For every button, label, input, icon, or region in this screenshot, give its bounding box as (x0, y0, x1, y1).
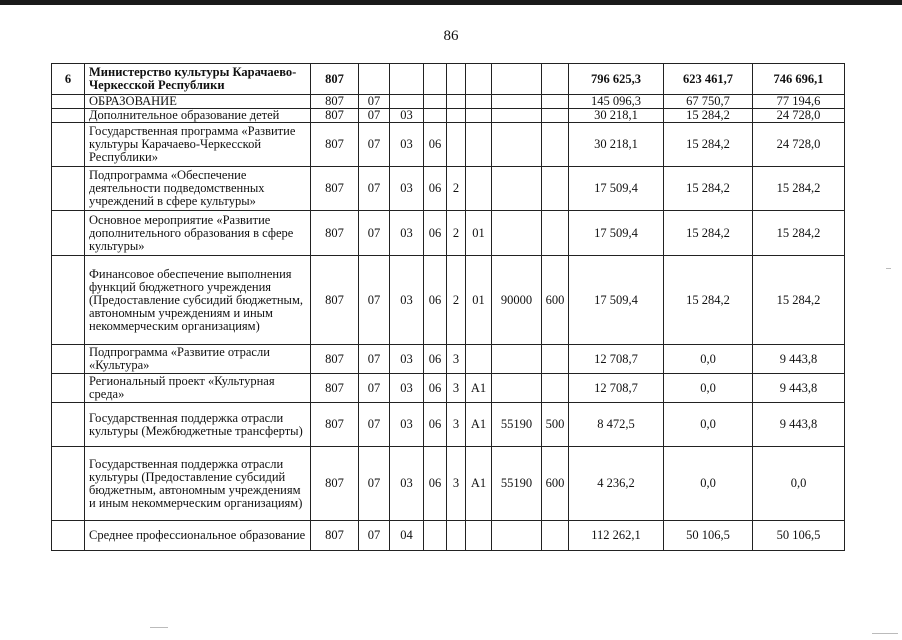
subsection-code-cell: 03 (390, 447, 424, 521)
amount-year1-cell: 17 509,4 (569, 167, 664, 211)
subprogram-code-cell: 2 (447, 211, 466, 256)
amount-year3-cell: 50 106,5 (753, 521, 845, 551)
event-code-cell (466, 109, 492, 123)
subsection-code-cell: 03 (390, 167, 424, 211)
expense-type-cell: 600 (542, 256, 569, 345)
row-number-cell (52, 109, 85, 123)
amount-year2-cell: 67 750,7 (664, 95, 753, 109)
amount-year3-cell: 9 443,8 (753, 374, 845, 403)
section-code-cell: 07 (359, 256, 390, 345)
amount-year2-cell: 0,0 (664, 374, 753, 403)
subprogram-code-cell: 3 (447, 374, 466, 403)
expense-direction-cell (492, 95, 542, 109)
amount-year2-cell: 50 106,5 (664, 521, 753, 551)
program-code-cell: 06 (424, 167, 447, 211)
table-row (52, 447, 845, 521)
subsection-code-cell: 03 (390, 374, 424, 403)
department-code-cell: 807 (311, 447, 359, 521)
amount-year3-cell: 77 194,6 (753, 95, 845, 109)
program-code-cell: 06 (424, 211, 447, 256)
department-code-cell: 807 (311, 211, 359, 256)
scan-artifact (150, 627, 168, 628)
expense-direction-cell (492, 109, 542, 123)
amount-year1-cell: 12 708,7 (569, 374, 664, 403)
department-code-cell: 807 (311, 256, 359, 345)
subprogram-code-cell: 3 (447, 447, 466, 521)
row-number-cell (52, 521, 85, 551)
expense-direction-cell (492, 345, 542, 374)
section-code-cell: 07 (359, 123, 390, 167)
row-number-cell (52, 256, 85, 345)
program-code-cell (424, 64, 447, 95)
section-code-cell: 07 (359, 447, 390, 521)
amount-year2-cell: 0,0 (664, 447, 753, 521)
name-cell: Государственная поддержка отрасли культуры (Предоставление субсидий бюджетным, автономным учреждениям и иным некоммерческим организациям) (85, 447, 311, 521)
event-code-cell: 01 (466, 211, 492, 256)
event-code-cell (466, 521, 492, 551)
name-cell: Государственная поддержка отрасли культуры (Межбюджетные трансферты) (85, 403, 311, 447)
amount-year2-cell: 15 284,2 (664, 123, 753, 167)
scan-artifact (886, 268, 891, 269)
name-cell: Основное мероприятие «Развитие дополнительного образования в сфере культуры» (85, 211, 311, 256)
section-code-cell: 07 (359, 109, 390, 123)
event-code-cell (466, 64, 492, 95)
department-code-cell: 807 (311, 345, 359, 374)
expense-type-cell (542, 95, 569, 109)
expense-type-cell (542, 109, 569, 123)
row-number-cell (52, 403, 85, 447)
department-code-cell: 807 (311, 374, 359, 403)
expense-direction-cell: 55190 (492, 447, 542, 521)
amount-year2-cell: 15 284,2 (664, 211, 753, 256)
amount-year2-cell: 0,0 (664, 403, 753, 447)
amount-year1-cell: 145 096,3 (569, 95, 664, 109)
amount-year3-cell: 9 443,8 (753, 403, 845, 447)
amount-year3-cell: 9 443,8 (753, 345, 845, 374)
expense-type-cell (542, 123, 569, 167)
expense-type-cell (542, 211, 569, 256)
table-row (52, 521, 845, 551)
amount-year1-cell: 12 708,7 (569, 345, 664, 374)
row-number-cell (52, 95, 85, 109)
subsection-code-cell: 03 (390, 211, 424, 256)
section-code-cell: 07 (359, 95, 390, 109)
table-row (52, 345, 845, 374)
expense-type-cell: 600 (542, 447, 569, 521)
table-row (52, 95, 845, 109)
section-code-cell: 07 (359, 167, 390, 211)
section-code-cell: 07 (359, 374, 390, 403)
department-code-cell: 807 (311, 521, 359, 551)
amount-year1-cell: 4 236,2 (569, 447, 664, 521)
program-code-cell: 06 (424, 374, 447, 403)
section-code-cell (359, 64, 390, 95)
subprogram-code-cell: 2 (447, 167, 466, 211)
expense-direction-cell (492, 374, 542, 403)
name-cell: Региональный проект «Культурная среда» (85, 374, 311, 403)
expense-direction-cell (492, 167, 542, 211)
event-code-cell (466, 123, 492, 167)
amount-year3-cell: 15 284,2 (753, 167, 845, 211)
event-code-cell (466, 167, 492, 211)
section-code-cell: 07 (359, 211, 390, 256)
amount-year1-cell: 112 262,1 (569, 521, 664, 551)
name-cell: Дополнительное образование детей (85, 109, 311, 123)
table-row (52, 123, 845, 167)
name-cell: Среднее профессиональное образование (85, 521, 311, 551)
event-code-cell: A1 (466, 447, 492, 521)
subprogram-code-cell (447, 64, 466, 95)
row-number-cell (52, 374, 85, 403)
name-cell: ОБРАЗОВАНИЕ (85, 95, 311, 109)
event-code-cell (466, 95, 492, 109)
name-cell: Министерство культуры Карачаево-Черкесской Республики (85, 64, 311, 95)
budget-table-body (52, 64, 845, 551)
subsection-code-cell: 03 (390, 403, 424, 447)
department-code-cell: 807 (311, 109, 359, 123)
name-cell: Финансовое обеспечение выполнения функций бюджетного учреждения (Предоставление субсидий бюджетным, автономным учреждениям и иным некоммерческим организациям) (85, 256, 311, 345)
subprogram-code-cell (447, 95, 466, 109)
expense-direction-cell (492, 123, 542, 167)
expense-direction-cell (492, 211, 542, 256)
amount-year1-cell: 17 509,4 (569, 211, 664, 256)
name-cell: Подпрограмма «Обеспечение деятельности подведомственных учреждений в сфере культуры» (85, 167, 311, 211)
event-code-cell: A1 (466, 403, 492, 447)
program-code-cell: 06 (424, 123, 447, 167)
department-code-cell: 807 (311, 123, 359, 167)
program-code-cell: 06 (424, 447, 447, 521)
department-code-cell: 807 (311, 167, 359, 211)
subprogram-code-cell (447, 123, 466, 167)
subsection-code-cell: 03 (390, 345, 424, 374)
event-code-cell: A1 (466, 374, 492, 403)
amount-year2-cell: 15 284,2 (664, 167, 753, 211)
amount-year1-cell: 30 218,1 (569, 109, 664, 123)
row-number-cell (52, 123, 85, 167)
program-code-cell: 06 (424, 403, 447, 447)
event-code-cell: 01 (466, 256, 492, 345)
program-code-cell (424, 109, 447, 123)
expense-type-cell (542, 374, 569, 403)
amount-year1-cell: 30 218,1 (569, 123, 664, 167)
department-code-cell: 807 (311, 403, 359, 447)
amount-year2-cell: 15 284,2 (664, 256, 753, 345)
subsection-code-cell: 04 (390, 521, 424, 551)
row-number-cell (52, 345, 85, 374)
row-number-cell: 6 (52, 64, 85, 95)
subsection-code-cell (390, 64, 424, 95)
top-border-line (0, 0, 902, 5)
scan-artifact (872, 633, 898, 634)
subsection-code-cell: 03 (390, 109, 424, 123)
subprogram-code-cell (447, 521, 466, 551)
budget-table (51, 63, 845, 551)
subsection-code-cell (390, 95, 424, 109)
table-row (52, 167, 845, 211)
page-number: 86 (443, 28, 459, 44)
table-row (52, 211, 845, 256)
program-code-cell (424, 521, 447, 551)
subsection-code-cell: 03 (390, 256, 424, 345)
table-row (52, 403, 845, 447)
subprogram-code-cell: 2 (447, 256, 466, 345)
table-row (52, 109, 845, 123)
amount-year3-cell: 746 696,1 (753, 64, 845, 95)
amount-year3-cell: 24 728,0 (753, 109, 845, 123)
name-cell: Государственная программа «Развитие культуры Карачаево-Черкесской Республики» (85, 123, 311, 167)
event-code-cell (466, 345, 492, 374)
section-code-cell: 07 (359, 345, 390, 374)
amount-year3-cell: 15 284,2 (753, 256, 845, 345)
amount-year1-cell: 8 472,5 (569, 403, 664, 447)
subprogram-code-cell: 3 (447, 403, 466, 447)
expense-direction-cell (492, 521, 542, 551)
amount-year1-cell: 17 509,4 (569, 256, 664, 345)
program-code-cell (424, 95, 447, 109)
section-code-cell: 07 (359, 521, 390, 551)
table-row (52, 256, 845, 345)
row-number-cell (52, 447, 85, 521)
amount-year2-cell: 623 461,7 (664, 64, 753, 95)
amount-year2-cell: 0,0 (664, 345, 753, 374)
name-cell: Подпрограмма «Развитие отрасли «Культура» (85, 345, 311, 374)
table-row (52, 64, 845, 95)
amount-year3-cell: 24 728,0 (753, 123, 845, 167)
expense-direction-cell (492, 64, 542, 95)
department-code-cell: 807 (311, 64, 359, 95)
subprogram-code-cell: 3 (447, 345, 466, 374)
row-number-cell (52, 167, 85, 211)
expense-type-cell (542, 521, 569, 551)
subsection-code-cell: 03 (390, 123, 424, 167)
program-code-cell: 06 (424, 345, 447, 374)
section-code-cell: 07 (359, 403, 390, 447)
expense-direction-cell: 90000 (492, 256, 542, 345)
subprogram-code-cell (447, 109, 466, 123)
expense-type-cell (542, 345, 569, 374)
amount-year3-cell: 15 284,2 (753, 211, 845, 256)
department-code-cell: 807 (311, 95, 359, 109)
expense-type-cell: 500 (542, 403, 569, 447)
expense-type-cell (542, 167, 569, 211)
amount-year2-cell: 15 284,2 (664, 109, 753, 123)
expense-direction-cell: 55190 (492, 403, 542, 447)
amount-year3-cell: 0,0 (753, 447, 845, 521)
expense-type-cell (542, 64, 569, 95)
program-code-cell: 06 (424, 256, 447, 345)
row-number-cell (52, 211, 85, 256)
table-row (52, 374, 845, 403)
amount-year1-cell: 796 625,3 (569, 64, 664, 95)
